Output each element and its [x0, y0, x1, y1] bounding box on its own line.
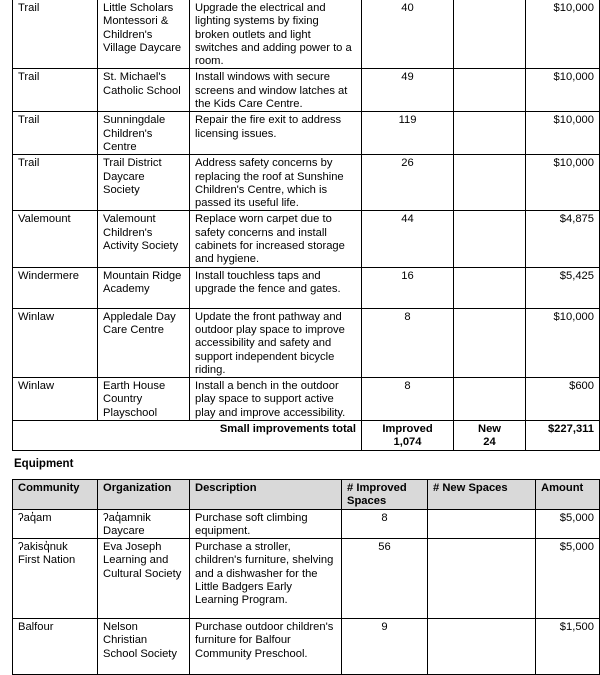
description-cell: Install windows with secure screens and window latches at the Kids Care Centre.	[190, 69, 362, 112]
community-cell: ʔakisq̓nuk First Nation	[13, 539, 98, 619]
community-cell: ʔaq̓am	[13, 509, 98, 539]
new-spaces-cell	[454, 112, 526, 155]
column-header-description: Description	[190, 480, 342, 510]
organization-cell: Earth House Country Playschool	[98, 378, 190, 421]
description-cell: Install touchless taps and upgrade the fence and gates.	[190, 267, 362, 308]
community-cell: Trail	[13, 69, 98, 112]
description-cell: Address safety concerns by replacing the roof at Sunshine Children's Centre, which is passed its useful life.	[190, 155, 362, 211]
total-amount-cell: $227,311	[526, 421, 600, 451]
header-row	[13, 480, 600, 510]
column-header-community: Community	[13, 480, 98, 510]
table-row	[13, 69, 600, 112]
organization-cell: ʔaq̓amnik Daycare	[98, 509, 190, 539]
table-row	[13, 0, 600, 69]
column-header-organization: Organization	[98, 480, 190, 510]
improved-spaces-cell: 56	[342, 539, 428, 619]
new-spaces-cell	[428, 619, 536, 675]
table-row	[13, 112, 600, 155]
table-row	[13, 378, 600, 421]
community-cell: Trail	[13, 0, 98, 69]
improved-spaces-cell: 49	[362, 69, 454, 112]
organization-cell: Valemount Children's Activity Society	[98, 211, 190, 267]
organization-cell: Eva Joseph Learning and Cultural Society	[98, 539, 190, 619]
description-cell: Install a bench in the outdoor play space to support active play and improve accessibility.	[190, 378, 362, 421]
amount-cell: $10,000	[526, 0, 600, 69]
description-cell: Replace worn carpet due to safety concerns and install cabinets for increased storage and hygiene.	[190, 211, 362, 267]
column-header-improved-spaces: # Improved Spaces	[342, 480, 428, 510]
organization-cell: Mountain Ridge Academy	[98, 267, 190, 308]
table-row	[13, 155, 600, 211]
improved-spaces-cell: 8	[362, 308, 454, 377]
community-cell: Winlaw	[13, 378, 98, 421]
new-spaces-cell	[454, 378, 526, 421]
community-cell: Windermere	[13, 267, 98, 308]
improved-spaces-cell: 8	[362, 378, 454, 421]
new-spaces-cell	[428, 539, 536, 619]
improved-spaces-cell: 40	[362, 0, 454, 69]
equipment-table	[12, 479, 600, 675]
description-cell: Upgrade the electrical and lighting systems by fixing broken outlets and light switches and adding power to a room.	[190, 0, 362, 69]
amount-cell: $10,000	[526, 69, 600, 112]
new-spaces-cell	[454, 69, 526, 112]
new-spaces-cell	[454, 0, 526, 69]
table-row	[13, 211, 600, 267]
total-new-cell	[454, 421, 526, 451]
new-spaces-cell	[428, 509, 536, 539]
table-row	[13, 539, 600, 619]
column-header-new-spaces: # New Spaces	[428, 480, 536, 510]
amount-cell: $10,000	[526, 308, 600, 377]
total-label: Small improvements total	[13, 421, 362, 451]
total-improved-value: 1,074	[393, 436, 422, 449]
amount-cell: $4,875	[526, 211, 600, 267]
table-row	[13, 619, 600, 675]
organization-cell: Sunningdale Children's Centre	[98, 112, 190, 155]
improved-spaces-cell: 119	[362, 112, 454, 155]
organization-cell: Little Scholars Montessori & Children's Village Daycare	[98, 0, 190, 69]
new-spaces-cell	[454, 211, 526, 267]
improved-spaces-cell: 16	[362, 267, 454, 308]
small-improvements-table	[12, 0, 600, 451]
community-cell: Valemount	[13, 211, 98, 267]
description-cell: Purchase soft climbing equipment.	[190, 509, 342, 539]
community-cell: Balfour	[13, 619, 98, 675]
column-header-amount: Amount	[536, 480, 600, 510]
new-spaces-cell	[454, 267, 526, 308]
total-new-label: New	[477, 423, 501, 436]
amount-cell: $5,000	[536, 539, 600, 619]
amount-cell: $10,000	[526, 112, 600, 155]
improved-spaces-cell: 44	[362, 211, 454, 267]
amount-cell: $5,425	[526, 267, 600, 308]
organization-cell: Trail District Daycare Society	[98, 155, 190, 211]
total-improved-label: Improved	[382, 423, 433, 436]
total-improved-cell	[362, 421, 454, 451]
new-spaces-cell	[454, 308, 526, 377]
description-cell: Purchase a stroller, children's furniture, shelving and a dishwasher for the Little Badgers Early Learning Program.	[190, 539, 342, 619]
table-row	[13, 308, 600, 377]
description-cell: Update the front pathway and outdoor play space to improve accessibility and safety and support independent bicycle riding.	[190, 308, 362, 377]
total-new-value: 24	[483, 436, 496, 449]
organization-cell: Appledale Day Care Centre	[98, 308, 190, 377]
description-cell: Purchase outdoor children's furniture for Balfour Community Preschool.	[190, 619, 342, 675]
community-cell: Trail	[13, 112, 98, 155]
total-row	[13, 421, 600, 451]
description-cell: Repair the fire exit to address licensing issues.	[190, 112, 362, 155]
amount-cell: $600	[526, 378, 600, 421]
community-cell: Trail	[13, 155, 98, 211]
organization-cell: St. Michael's Catholic School	[98, 69, 190, 112]
improved-spaces-cell: 9	[342, 619, 428, 675]
improved-spaces-cell: 26	[362, 155, 454, 211]
organization-cell: Nelson Christian School Society	[98, 619, 190, 675]
new-spaces-cell	[454, 155, 526, 211]
table-row	[13, 509, 600, 539]
community-cell: Winlaw	[13, 308, 98, 377]
amount-cell: $10,000	[526, 155, 600, 211]
amount-cell: $5,000	[536, 509, 600, 539]
improved-spaces-cell: 8	[342, 509, 428, 539]
table-row	[13, 267, 600, 308]
section-title-equipment: Equipment	[14, 458, 74, 470]
amount-cell: $1,500	[536, 619, 600, 675]
